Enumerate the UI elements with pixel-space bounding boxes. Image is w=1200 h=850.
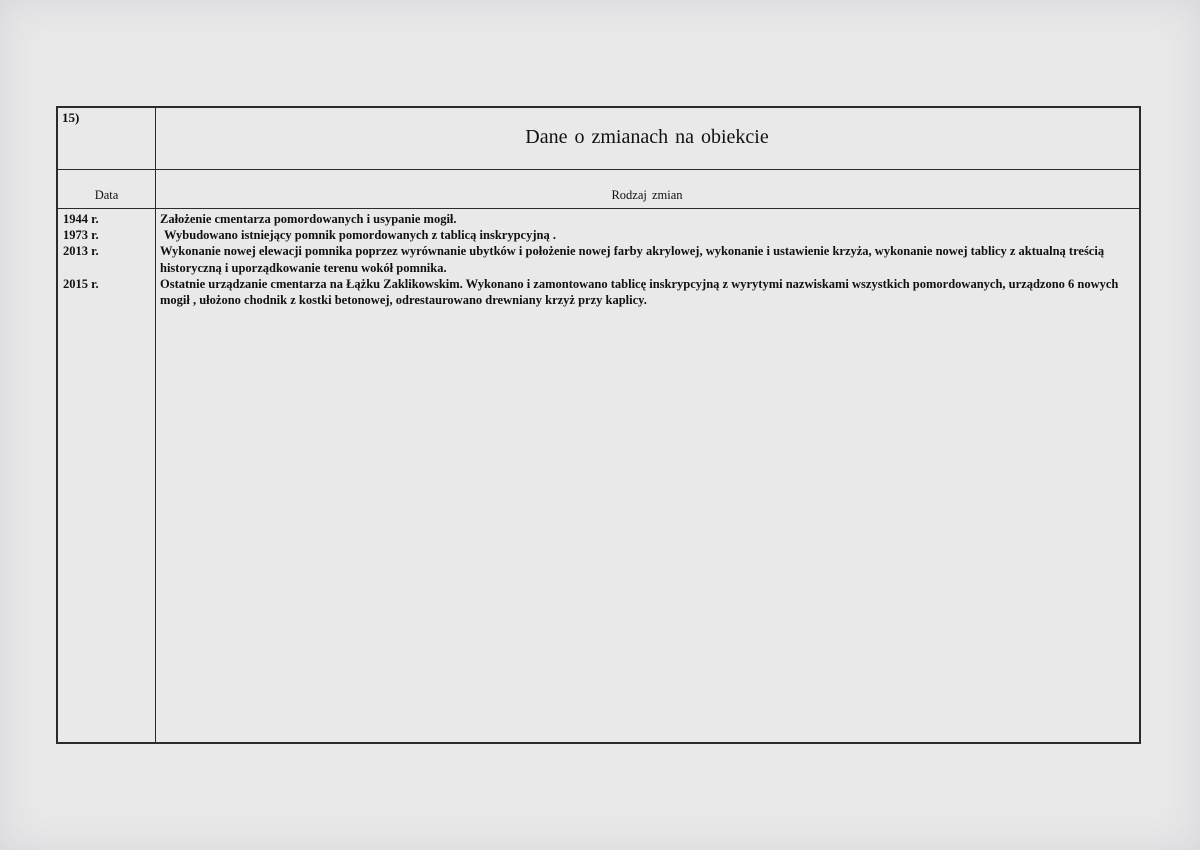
entry-text: Wybudowano istniejący pomnik pomordowanych z tablicą inskrypcyjną . (164, 228, 556, 243)
column-header-divider (58, 208, 1139, 209)
entry-date: 2013 r. (63, 244, 99, 259)
entry-date: 1973 r. (63, 228, 99, 243)
section-title: Dane o zmianach na obiekcie (525, 126, 769, 148)
column-header-changes: Rodzaj zmian (611, 188, 683, 202)
section-number: 15) (62, 110, 80, 125)
date-column (63, 211, 153, 292)
entry-date: 1944 r. (63, 212, 99, 226)
entry-text: Ostatnie urządzanie cmentarza na Łążku Zaklikowskim. Wykonano i zamontowano tablicę inskrypcyjną z wyrytymi nazwiskami wszystkich pomordowanych, urządzono 6 nowych mogił , ułożono chodnik z kostki betonowej, odrestaurowano drewniany krzyż przy kaplicy. (160, 276, 1119, 308)
column-header-date: Data (94, 188, 119, 202)
entry-date: 2015 r. (63, 276, 99, 291)
column-divider (155, 108, 156, 742)
entry-text: Założenie cmentarza pomordowanych i usypanie mogił. (160, 212, 457, 226)
changes-form-table (56, 106, 1141, 744)
entry-text: Wykonanie nowej elewacji pomnika poprzez wyrównanie ubytków i położenie nowej farby akrylowej, wykonanie i ustawienie krzyża, wykonanie nowej tablicy z aktualną treścią historyczną i uporządkowanie terenu wokół pomnika. (160, 244, 1105, 275)
changes-column (160, 211, 1140, 308)
header-divider (58, 169, 1139, 170)
entry-date-spacer (63, 260, 153, 276)
